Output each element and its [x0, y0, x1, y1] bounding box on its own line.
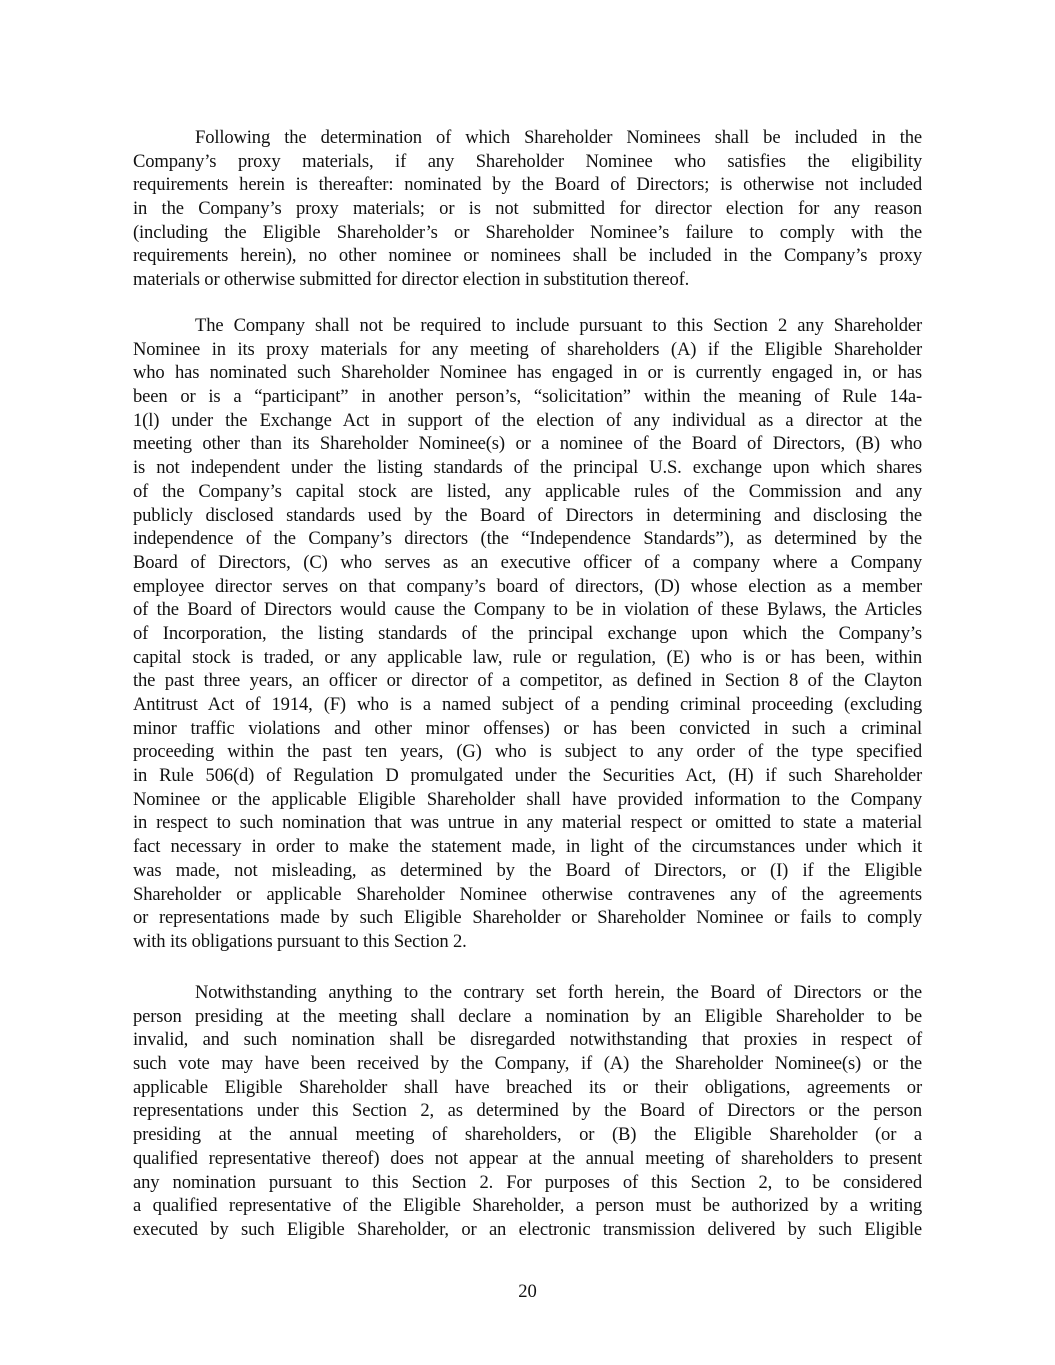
text-line: materials or otherwise submitted for director election in substitution thereof.: [133, 269, 690, 291]
text-line: Board of Directors, (C) who serves as an executive officer of a company where a Company: [133, 551, 922, 573]
text-line: or representations made by such Eligible Shareholder or Shareholder Nominee or fails to comply: [133, 907, 922, 929]
text-line: proceeding within the past ten years, (G) who is subject to any order of the type specified: [133, 741, 922, 763]
text-line: the past three years, an officer or director of a competitor, as defined in Section 8 of the Clayton: [133, 670, 922, 692]
text-line: presiding at the annual meeting of shareholders, or (B) the Eligible Shareholder (or a: [133, 1124, 922, 1146]
text-line: Antitrust Act of 1914, (F) who is a named subject of a pending criminal proceeding (excluding: [133, 694, 922, 715]
text-line: of the Board of Directors would cause the Company to be in violation of these Bylaws, the Articles: [133, 599, 922, 621]
text-line: in the Company’s proxy materials; or is not submitted for director election for any reason: [133, 198, 922, 220]
text-line: such vote may have been received by the Company, if (A) the Shareholder Nominee(s) or the: [133, 1053, 922, 1075]
text-line: a qualified representative of the Eligible Shareholder, a person must be authorized by a writing: [133, 1195, 922, 1217]
text-line: minor traffic violations and other minor offenses) or has been convicted in such a criminal: [133, 717, 922, 739]
text-line: in respect to such nomination that was untrue in any material respect or omitted to state a material: [133, 812, 922, 834]
text-line: requirements herein is thereafter: nominated by the Board of Directors; is otherwise not included: [133, 174, 922, 196]
paragraph-nominee-substitution: [133, 126, 922, 292]
text-line: publicly disclosed standards used by the Board of Directors in determining and disclosing the: [133, 504, 922, 526]
text-line: (including the Eligible Shareholder’s or Shareholder Nominee’s failure to comply with the: [133, 221, 922, 243]
text-line: employee director serves on that company’s board of directors, (D) whose election as a member: [133, 575, 922, 597]
text-line: fact necessary in order to make the statement made, in light of the circumstances under which it: [133, 836, 922, 858]
text-line: meeting other than its Shareholder Nominee(s) or a nominee of the Board of Directors, (B) who: [133, 433, 922, 455]
text-line: qualified representative thereof) does not appear at the annual meeting of shareholders to present: [133, 1147, 922, 1169]
text-line: Nominee or the applicable Eligible Shareholder shall have provided information to the Company: [133, 788, 922, 810]
text-line: The Company shall not be required to include pursuant to this Section 2 any Shareholder: [195, 315, 922, 336]
text-line: capital stock is traded, or any applicable law, rule or regulation, (E) who is or has been, within: [133, 646, 922, 668]
text-line: requirements herein), no other nominee or nominees shall be included in the Company’s proxy: [133, 245, 922, 267]
text-line: executed by such Eligible Shareholder, or an electronic transmission delivered by such Eligible: [133, 1218, 922, 1240]
text-line: Following the determination of which Shareholder Nominees shall be included in the: [195, 127, 922, 148]
text-line: Company’s proxy materials, if any Shareholder Nominee who satisfies the eligibility: [133, 150, 922, 172]
text-line: was made, not misleading, as determined by the Board of Directors, or (I) if the Eligible: [133, 859, 922, 881]
text-line: been or is a “participant” in another person’s, “solicitation” within the meaning of Rule 14a-: [133, 386, 922, 408]
page-number: 20: [518, 1281, 537, 1302]
text-line: with its obligations pursuant to this Section 2.: [133, 930, 467, 952]
paragraph-exclusion-criteria: [133, 314, 922, 954]
text-line: Notwithstanding anything to the contrary set forth herein, the Board of Directors or the: [195, 982, 922, 1003]
text-line: of Incorporation, the listing standards of the principal exchange upon which the Company’s: [133, 622, 922, 644]
text-line: invalid, and such nomination shall be disregarded notwithstanding that proxies in respect of: [133, 1029, 922, 1051]
text-line: of the Company’s capital stock are listed, any applicable rules of the Commission and any: [133, 480, 922, 502]
text-line: independence of the Company’s directors (the “Independence Standards”), as determined by the: [133, 528, 922, 550]
text-line: Nominee in its proxy materials for any meeting of shareholders (A) if the Eligible Shareholder: [133, 338, 922, 360]
paragraph-invalid-nomination: [133, 981, 922, 1242]
text-line: applicable Eligible Shareholder shall have breached its or their obligations, agreements or: [133, 1076, 922, 1098]
text-line: representations under this Section 2, as determined by the Board of Directors or the person: [133, 1100, 922, 1122]
text-line: Shareholder or applicable Shareholder Nominee otherwise contravenes any of the agreements: [133, 883, 922, 905]
text-line: in Rule 506(d) of Regulation D promulgated under the Securities Act, (H) if such Shareholder: [133, 765, 922, 787]
text-line: any nomination pursuant to this Section 2. For purposes of this Section 2, to be considered: [133, 1171, 922, 1193]
text-line: person presiding at the meeting shall declare a nomination by an Eligible Shareholder to be: [133, 1005, 922, 1027]
text-line: who has nominated such Shareholder Nominee has engaged in or is currently engaged in, or has: [133, 362, 922, 384]
text-line: is not independent under the listing standards of the principal U.S. exchange upon which shares: [133, 457, 922, 479]
text-line: 1(l) under the Exchange Act in support of the election of any individual as a director at the: [133, 409, 922, 431]
